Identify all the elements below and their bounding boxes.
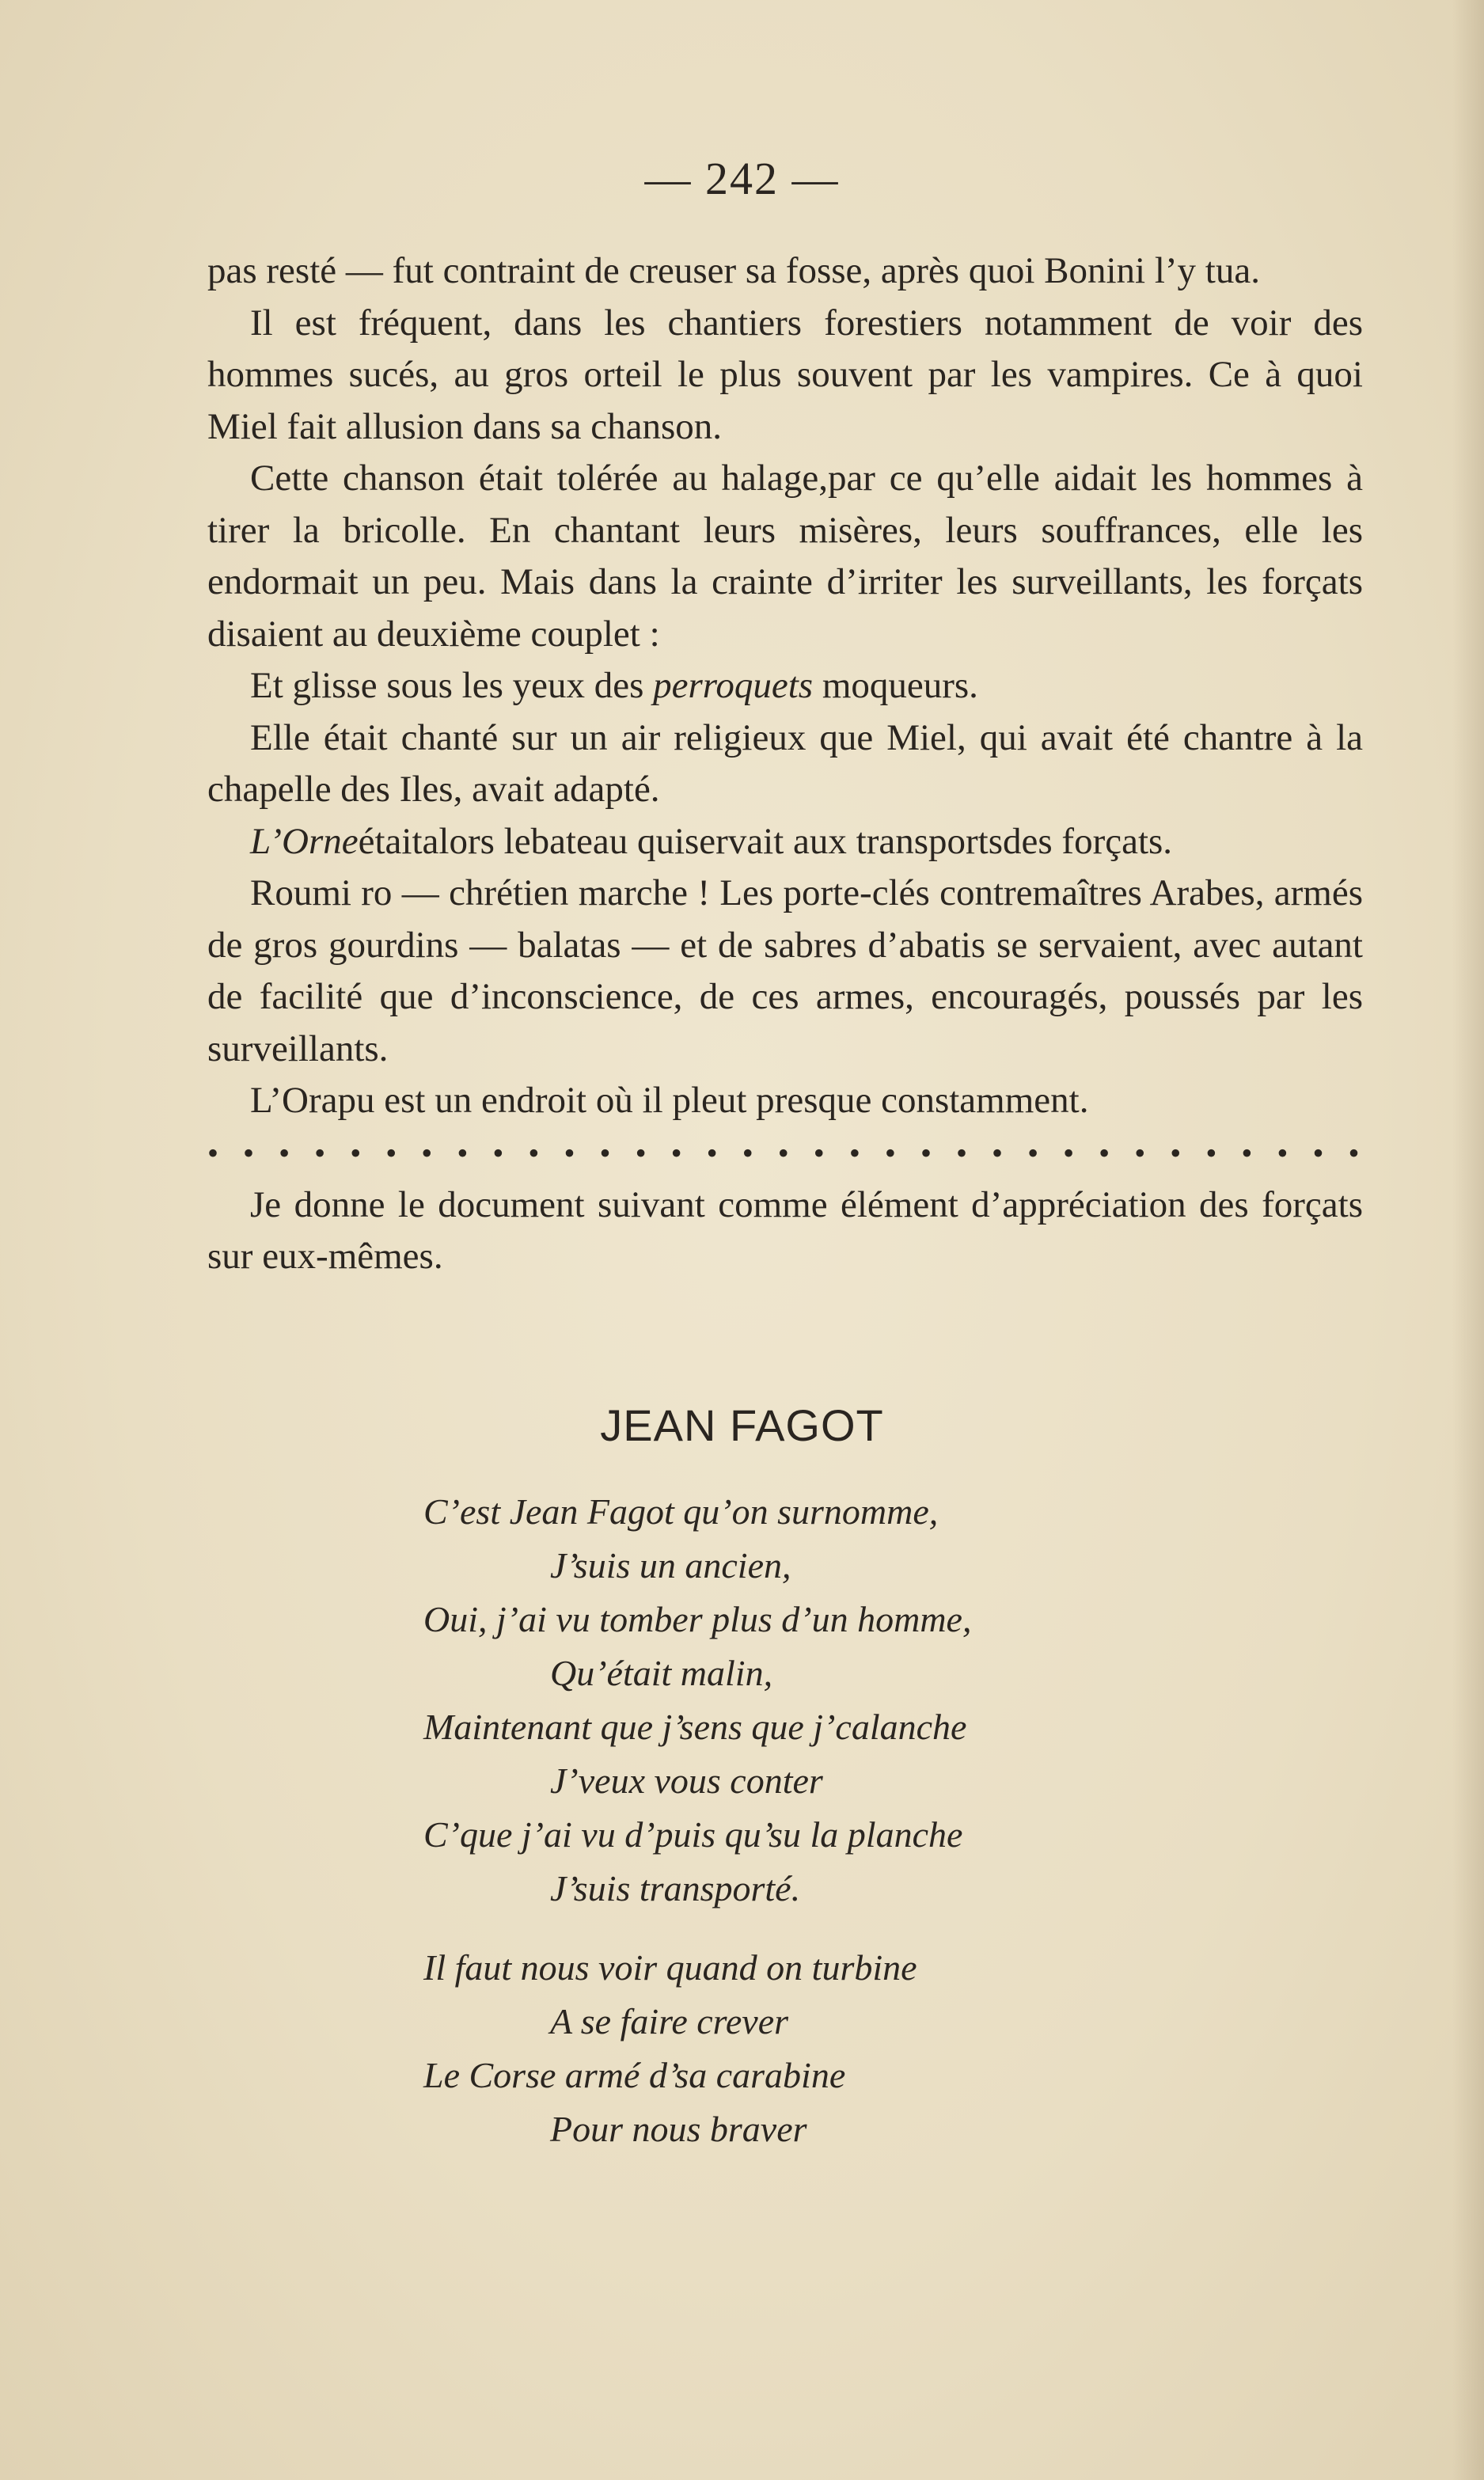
poem-line: Oui, j’ai vu tomber plus d’un homme, [423,1599,972,1639]
paragraph-air-religieux: Elle était chanté sur un air religieux que Miel, qui avait été chantre à la chapelle des Iles, avait adapté. [207,716,1363,810]
paragraph-vampires: Il est fréquent, dans les chantiers forestiers notamment de voir des hommes sucés, au gros orteil le plus souvent par les vampires. Ce à quoi Miel fait allusion dans sa chanson. [207,302,1363,447]
quoted-song-line [207,660,1363,712]
poem-line: Pour nous braver [550,2109,807,2149]
body-text [207,245,1363,1283]
poem-line: C’que j’ai vu d’puis qu’su la planche [423,1814,963,1855]
poem-title: JEAN FAGOT [600,1400,884,1450]
orne-rest: étaitalors lebateau quiservait aux transportsdes forçats. [358,820,1173,862]
paragraph-orapu: L’Orapu est un endroit où il pleut presque constamment. [250,1080,1089,1121]
poem-line: C’est Jean Fagot qu’on surnomme, [423,1491,939,1532]
poem-line: Maintenant que j’sens que j’calanche [423,1707,967,1747]
page-edge-shadow [1452,0,1484,2480]
paragraph-chanson: Cette chanson était tolérée au halage,par ce qu’elle aidait les hommes à tirer la bricolle. En chantant leurs misères, leurs souffrances, elle les endormait un peu. Mais dans la crainte d’irriter les surveillants, les forçats disaient au deuxième couplet : [207,458,1363,655]
paragraph-continued: pas resté — fut contraint de creuser sa fosse, après quoi Bonini l’y tua. [207,250,1260,291]
poem-line: J’suis transporté. [550,1868,801,1908]
quoted-line-italic: perroquets [653,665,814,706]
section-divider-dots: • • • • • • • • • • • • • • • • • • • • • • • • • • • • • • • • • [207,1134,1360,1171]
page-number: — 242 — [644,153,840,204]
poem-line: J’suis un ancien, [550,1545,791,1586]
orne-italic: L’Orne [250,820,359,862]
quoted-line-after: moqueurs. [813,665,978,706]
poem-stanza-2 [423,1941,971,2156]
poem-line: Il faut nous voir quand on turbine [423,1947,917,1988]
poem [423,1485,971,2156]
paragraph-orne [207,816,1363,868]
poem-line: Le Corse armé d’sa carabine [423,2055,846,2095]
quoted-line-before: Et glisse sous les yeux des [250,665,654,706]
paragraph-document: Je donne le document suivant comme élément d’appréciation des forçats sur eux-mêmes. [207,1183,1363,1277]
poem-stanza-1 [423,1485,971,1916]
poem-line: J’veux vous conter [550,1760,823,1801]
paragraph-roumi: Roumi ro — chrétien marche ! Les porte-clés contremaîtres Arabes, armés de gros gourdins — balatas — et de sabres d’abatis se servaient, avec autant de facilité que d’inconscience, de ces armes, encouragés, poussés par les surveillants. [207,872,1363,1069]
poem-line: A se faire crever [550,2001,789,2041]
poem-line: Qu’était malin, [550,1653,773,1693]
